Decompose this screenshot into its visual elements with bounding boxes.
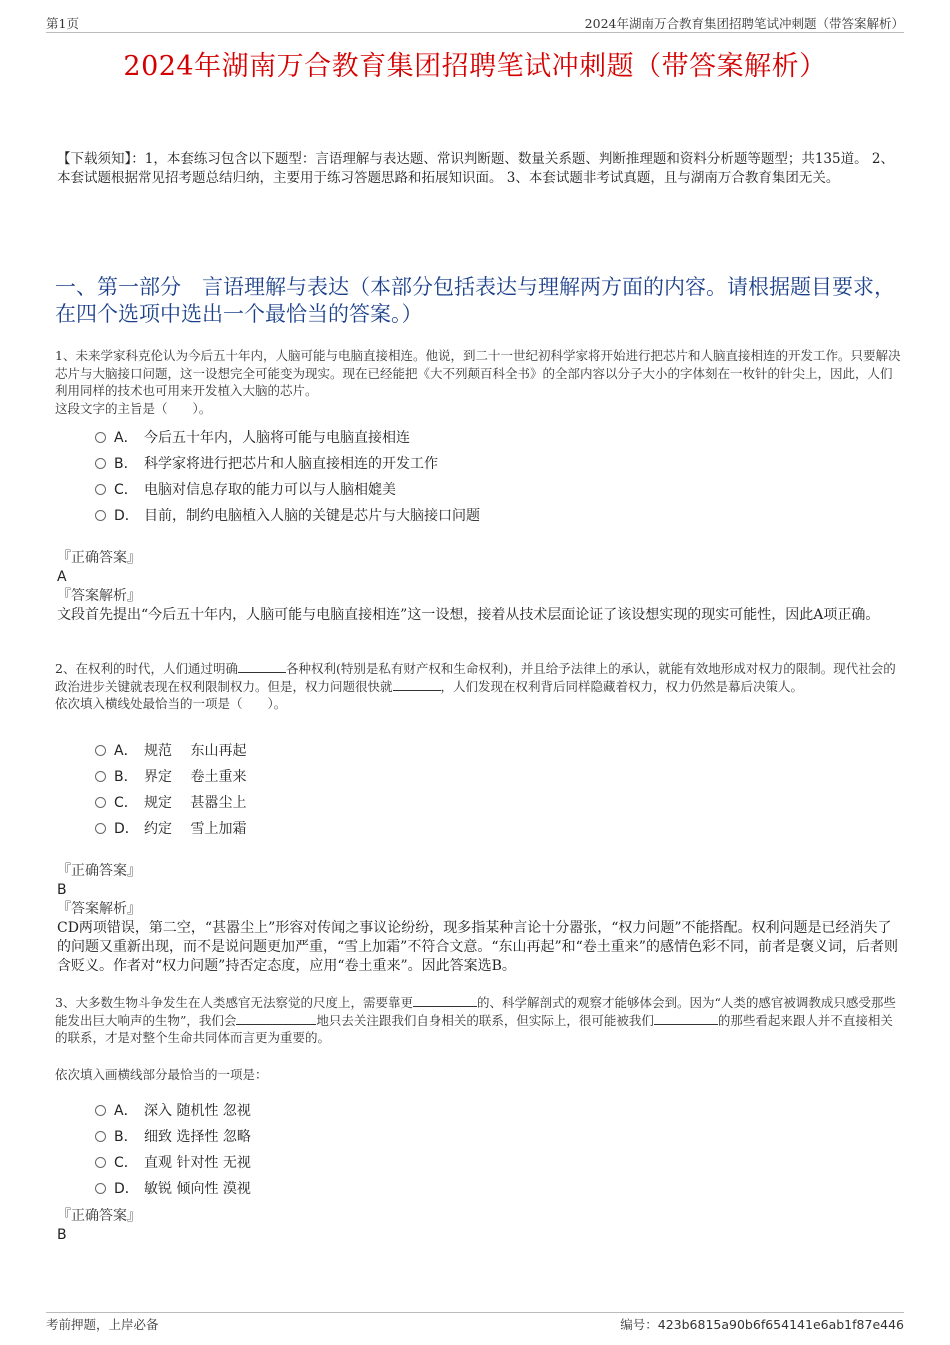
fill-blank bbox=[413, 994, 477, 1007]
page-footer bbox=[46, 1312, 904, 1332]
question-1-answer-block bbox=[57, 549, 902, 625]
question-3-answer-block bbox=[57, 1207, 902, 1245]
radio-icon[interactable] bbox=[95, 510, 106, 521]
header-doc-title: 2024年湖南万合教育集团招聘笔试冲刺题（带答案解析） bbox=[584, 16, 904, 31]
option-3-b[interactable]: B． 细致 选择性 忽略 bbox=[95, 1124, 251, 1150]
page-title: 2024年湖南万合教育集团招聘笔试冲刺题（带答案解析） bbox=[123, 51, 827, 82]
footer-slogan: 考前押题，上岸必备 bbox=[46, 1317, 159, 1332]
radio-icon[interactable] bbox=[95, 797, 106, 808]
question-3-options bbox=[95, 1098, 251, 1202]
option-2-c[interactable]: C． 规定 甚嚣尘上 bbox=[95, 790, 246, 816]
question-3-stem: 3、大多数生物斗争发生在人类感官无法察觉的尺度上，需要靠更 的、科学解剖式的观察才能够体会到。因为“人类的感官被调教成只感受那些能发出巨大响声的生物”，我们会 地只去关注跟我们自身相关的联系，但实际上，很可能被我们 的那些看起来跟人并不直接相关的联系，才是对整个生命共同体而言更为重要的。 bbox=[55, 995, 896, 1045]
correct-answer: A bbox=[57, 569, 67, 585]
section-heading: 一、第一部分 言语理解与表达（本部分包括表达与理解两方面的内容。请根据题目要求，在四个选项中选出一个最恰当的答案。） bbox=[55, 275, 895, 326]
question-1-stem: 1、未来学家科克伦认为今后五十年内，人脑可能与电脑直接相连。他说，到二十一世纪初科学家将开始进行把芯片和人脑直接相连的开发工作。只要解决芯片与大脑接口问题，这一设想完全可能变为现实。现在已经能把《大不列颠百科全书》的全部内容以分子大小的字体刻在一枚针的针尖上，因此，人们利用同样的技术也可用来开发植入大脑的芯片。 这段文字的主旨是（ ）。 bbox=[55, 348, 901, 416]
radio-icon[interactable] bbox=[95, 432, 106, 443]
analysis-text: CD两项错误，第二空，“甚嚣尘上”形容对传闻之事议论纷纷，现多指某种言论十分嚣张，“权力问题”不能搭配。权利问题是已经消失了的问题又重新出现，而不是说问题更加严重，“雪上加霜”不符合文意。“东山再起”和“卷土重来”的感情色彩不同，前者是褒义词，后者则含贬义。作者对“权力问题”持否定态度，应用“卷土重来”。因此答案选B。 bbox=[57, 920, 898, 974]
fill-blank bbox=[236, 1012, 316, 1025]
correct-answer: B bbox=[57, 1227, 67, 1243]
option-1-a[interactable]: A． 今后五十年内，人脑将可能与电脑直接相连 bbox=[95, 425, 480, 451]
question-2-answer-block bbox=[57, 862, 902, 976]
correct-answer-label: 『正确答案』 bbox=[57, 1208, 141, 1224]
question-1-options bbox=[95, 425, 480, 529]
option-3-c[interactable]: C． 直观 针对性 无视 bbox=[95, 1150, 251, 1176]
question-3-prompt: 依次填入画横线部分最恰当的一项是： bbox=[55, 1067, 268, 1082]
option-3-d[interactable]: D． 敏锐 倾向性 漠视 bbox=[95, 1176, 251, 1202]
option-1-c[interactable]: C． 电脑对信息存取的能力可以与人脑相媲美 bbox=[95, 477, 480, 503]
fill-blank bbox=[393, 678, 441, 691]
correct-answer-label: 『正确答案』 bbox=[57, 863, 141, 879]
option-2-d[interactable]: D． 约定 雪上加霜 bbox=[95, 816, 246, 842]
page-number: 第1页 bbox=[46, 16, 79, 31]
question-1-prompt: 这段文字的主旨是（ ）。 bbox=[55, 400, 212, 416]
footer-code: 编号：423b6815a90b6f654141e6ab1f87e446 bbox=[620, 1317, 904, 1332]
option-1-d[interactable]: D． 目前，制约电脑植入人脑的关键是芯片与大脑接口问题 bbox=[95, 503, 480, 529]
radio-icon[interactable] bbox=[95, 823, 106, 834]
option-3-a[interactable]: A． 深入 随机性 忽视 bbox=[95, 1098, 251, 1124]
question-2-options bbox=[95, 738, 246, 842]
correct-answer-label: 『正确答案』 bbox=[57, 550, 141, 566]
radio-icon[interactable] bbox=[95, 1157, 106, 1168]
radio-icon[interactable] bbox=[95, 771, 106, 782]
question-2-prompt: 依次填入横线处最恰当的一项是（ ）。 bbox=[55, 696, 287, 711]
option-2-b[interactable]: B． 界定 卷土重来 bbox=[95, 764, 246, 790]
page-header bbox=[46, 12, 904, 33]
radio-icon[interactable] bbox=[95, 1131, 106, 1142]
analysis-text: 文段首先提出“今后五十年内，人脑可能与电脑直接相连”这一设想，接着从技术层面论证了该设想实现的现实可能性，因此A项正确。 bbox=[57, 607, 880, 623]
question-2-stem: 2、在权利的时代，人们通过明确 各种权利(特别是私有财产权和生命权利)，并且给予法律上的承认，就能有效地形成对权力的限制。现代社会的政治进步关键就表现在权利限制权力。但是，权力问题很快就 ，人们发现在权利背后同样隐藏着权力，权力仍然是幕后决策人。 依次填入横线处最恰当的一项是（ ）。 bbox=[55, 661, 896, 711]
radio-icon[interactable] bbox=[95, 1105, 106, 1116]
radio-icon[interactable] bbox=[95, 745, 106, 756]
option-2-a[interactable]: A． 规范 东山再起 bbox=[95, 738, 246, 764]
radio-icon[interactable] bbox=[95, 1183, 106, 1194]
option-1-b[interactable]: B． 科学家将进行把芯片和人脑直接相连的开发工作 bbox=[95, 451, 480, 477]
radio-icon[interactable] bbox=[95, 484, 106, 495]
fill-blank bbox=[238, 660, 286, 673]
fill-blank bbox=[654, 1012, 718, 1025]
download-notice: 【下载须知】：1，本套练习包含以下题型：言语理解与表达题、常识判断题、数量关系题、判断推理题和资料分析题等题型；共135道。 2、本套试题根据常见招考题总结归纳，主要用于练习答题思路和拓展知识面。 3、本套试题非考试真题，且与湖南万合教育集团无关。 bbox=[57, 151, 894, 186]
analysis-label: 『答案解析』 bbox=[57, 588, 141, 604]
correct-answer: B bbox=[57, 882, 67, 898]
analysis-label: 『答案解析』 bbox=[57, 901, 141, 917]
radio-icon[interactable] bbox=[95, 458, 106, 469]
